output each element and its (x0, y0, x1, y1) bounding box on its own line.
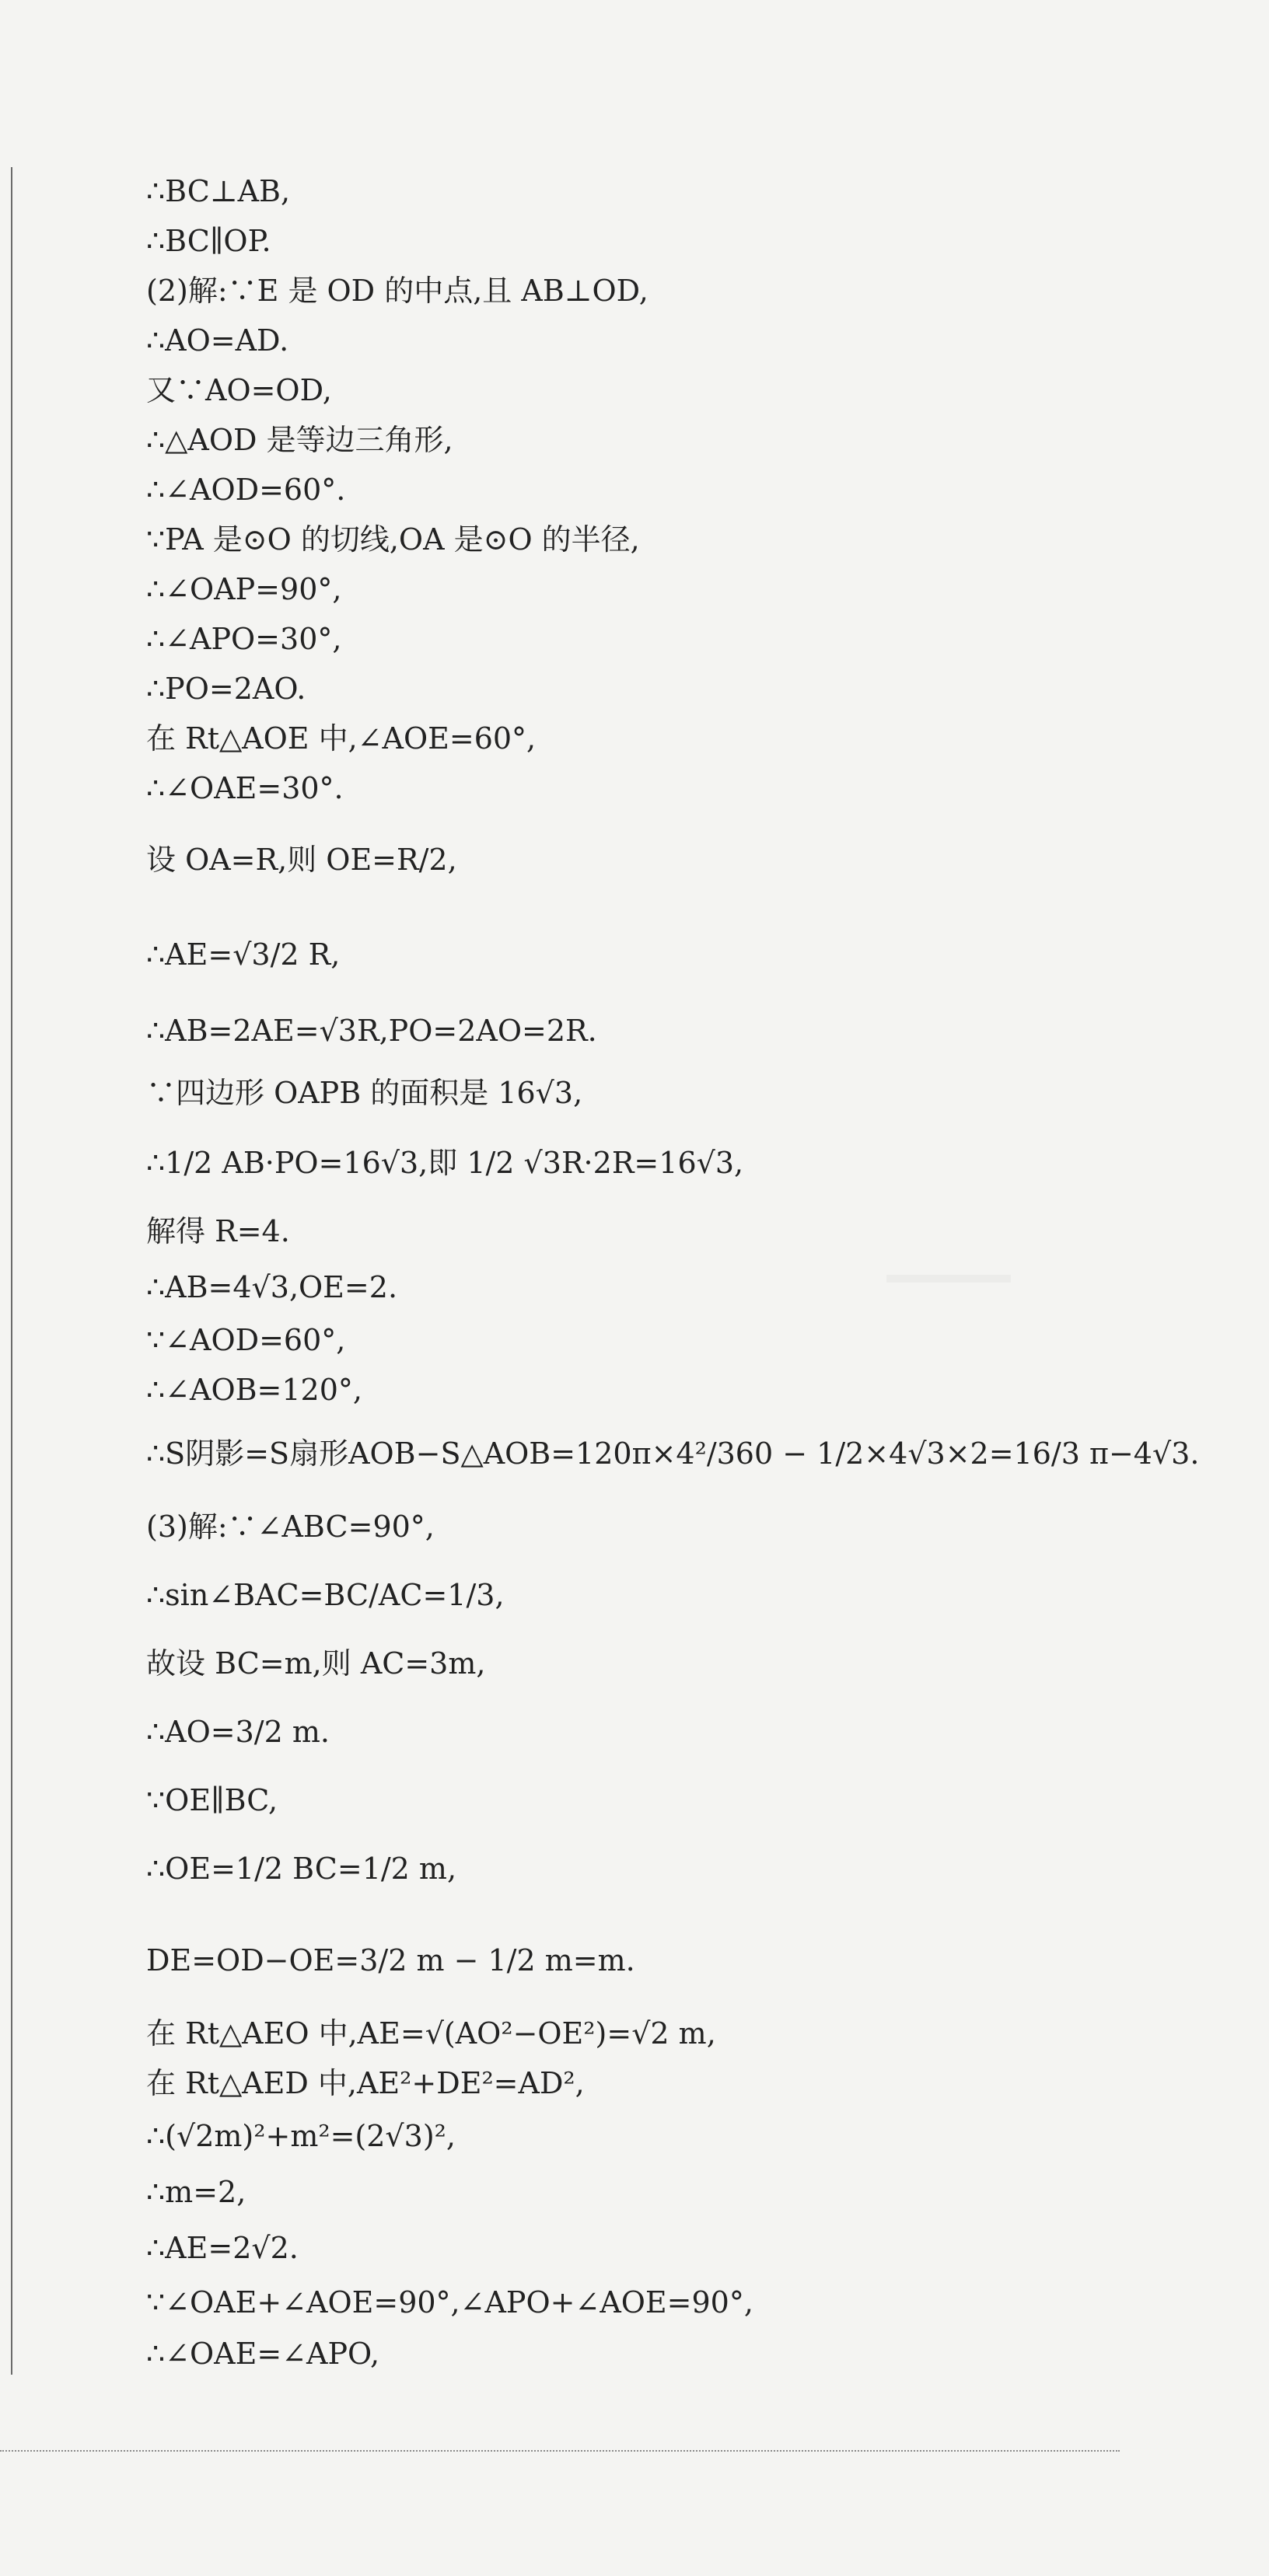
solution-line: DE=OD−OE=3/2 m − 1/2 m=m. (146, 1943, 635, 1977)
solution-line: ∴AE=√3/2 R, (146, 937, 341, 972)
solution-line: ∵OE∥BC, (146, 1783, 278, 1817)
solution-line: (3)解:∵∠ABC=90°, (146, 1510, 435, 1544)
solution-line: ∴△AOD 是等边三角形, (146, 423, 453, 457)
solution-line: ∴AO=AD. (146, 323, 289, 358)
solution-line: ∴PO=2AO. (146, 672, 306, 706)
solution-line: ∴(√2m)²+m²=(2√3)², (146, 2119, 456, 2153)
solution-line: ∴∠AOD=60°. (146, 473, 346, 507)
page-bottom-dotted-rule (0, 2450, 1120, 2452)
solution-line: ∴∠APO=30°, (146, 622, 342, 656)
solution-line: ∴BC⊥AB, (146, 174, 291, 208)
solution-line: ∴1/2 AB·PO=16√3,即 1/2 √3R·2R=16√3, (146, 1146, 744, 1180)
scan-smudge (886, 1275, 1011, 1283)
solution-line: ∴∠OAE=∠APO, (146, 2337, 380, 2371)
solution-line: ∴S阴影=S扇形AOB−S△AOB=120π×4²/360 − 1/2×4√3×2=16/3 π−4√3. (146, 1436, 1200, 1471)
solution-line: ∴AO=3/2 m. (146, 1715, 330, 1749)
solution-line: 在 Rt△AEO 中,AE=√(AO²−OE²)=√2 m, (146, 2016, 716, 2051)
solution-line: ∴AE=2√2. (146, 2231, 299, 2265)
solution-line: 设 OA=R,则 OE=R/2, (146, 843, 457, 877)
solution-line: ∴m=2, (146, 2175, 246, 2209)
solution-line: 解得 R=4. (146, 1214, 290, 1248)
solution-line: 又∵AO=OD, (146, 373, 332, 407)
solution-line: ∴BC∥OP. (146, 224, 271, 258)
solution-line: (2)解:∵E 是 OD 的中点,且 AB⊥OD, (146, 274, 648, 308)
solution-line: ∴∠OAE=30°. (146, 771, 344, 805)
solution-line: ∴AB=4√3,OE=2. (146, 1270, 398, 1304)
solution-line: 在 Rt△AED 中,AE²+DE²=AD², (146, 2066, 585, 2100)
solution-line: ∴AB=2AE=√3R,PO=2AO=2R. (146, 1014, 597, 1048)
solution-line: ∵∠OAE+∠AOE=90°,∠APO+∠AOE=90°, (146, 2285, 753, 2319)
solution-line: ∵四边形 OAPB 的面积是 16√3, (146, 1076, 583, 1110)
solution-line: ∴∠AOB=120°, (146, 1373, 362, 1407)
solution-line: ∵PA 是⊙O 的切线,OA 是⊙O 的半径, (146, 522, 640, 557)
solution-line: ∴∠OAP=90°, (146, 572, 342, 606)
solution-line: ∵∠AOD=60°, (146, 1323, 346, 1357)
solution-line: 故设 BC=m,则 AC=3m, (146, 1646, 486, 1681)
left-margin-rule (11, 167, 12, 2375)
solution-line: ∴sin∠BAC=BC/AC=1/3, (146, 1578, 505, 1612)
solution-line: ∴OE=1/2 BC=1/2 m, (146, 1852, 457, 1886)
solution-line: 在 Rt△AOE 中,∠AOE=60°, (146, 721, 537, 756)
